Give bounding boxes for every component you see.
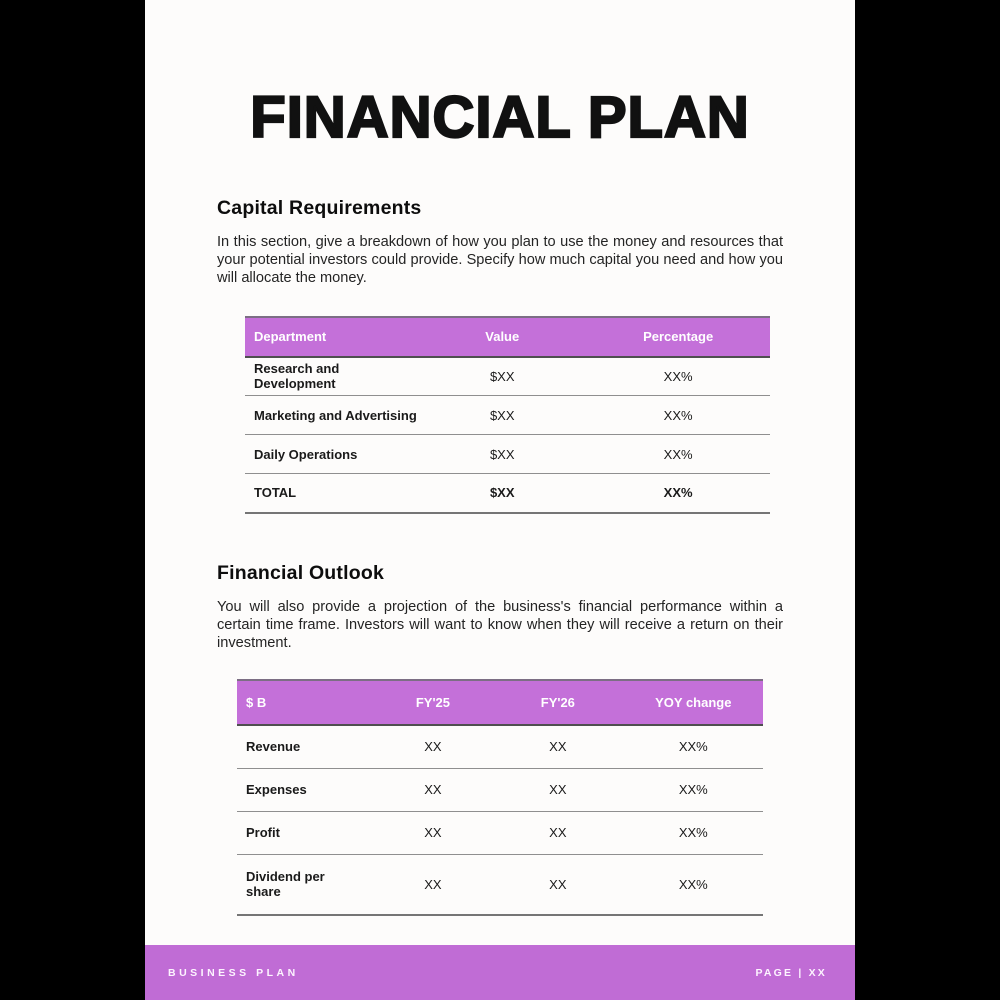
row-label: Expenses xyxy=(237,768,374,811)
row-label: Marketing and Advertising xyxy=(245,396,418,435)
column-header-fy25: FY'25 xyxy=(374,680,492,725)
cell-yoy: XX% xyxy=(624,854,763,915)
cell-fy25: XX xyxy=(374,768,492,811)
table-row xyxy=(237,811,763,854)
cell-fy26: XX xyxy=(492,768,624,811)
column-header-yoy-change: YOY change xyxy=(624,680,763,725)
column-header-department: Department xyxy=(245,317,418,357)
cell-percentage: XX% xyxy=(586,396,770,435)
table-row xyxy=(245,435,770,474)
table-header-row xyxy=(245,317,770,357)
page-content xyxy=(145,197,855,916)
section-heading: Capital Requirements xyxy=(217,196,422,219)
page-title: FINANCIAL PLAN xyxy=(250,85,750,150)
column-header-fy26: FY'26 xyxy=(492,680,624,725)
cell-fy25: XX xyxy=(374,854,492,915)
capital-requirements-table xyxy=(245,316,770,514)
column-header-unit: $ B xyxy=(237,680,374,725)
page-footer xyxy=(145,945,855,1000)
section-body-text: In this section, give a breakdown of how you plan to use the money and resources that your potential investors could provide. Specify how much capital you need and how you will allocate the money. xyxy=(217,233,783,287)
row-label: Profit xyxy=(237,811,374,854)
financial-outlook-table xyxy=(237,679,763,916)
row-label: Daily Operations xyxy=(245,435,418,474)
cell-fy25: XX xyxy=(374,725,492,768)
table-row-total xyxy=(245,474,770,513)
footer-document-title: BUSINESS PLAN xyxy=(168,966,299,979)
cell-yoy: XX% xyxy=(624,725,763,768)
cell-percentage: XX% xyxy=(586,435,770,474)
table-header-row xyxy=(237,680,763,725)
section-financial-outlook xyxy=(217,562,783,917)
cell-value: $XX xyxy=(418,435,586,474)
row-label: Dividend per share xyxy=(237,854,374,915)
column-header-value: Value xyxy=(418,317,586,357)
cell-fy26: XX xyxy=(492,811,624,854)
cell-fy26: XX xyxy=(492,854,624,915)
row-label: TOTAL xyxy=(245,474,418,513)
cell-percentage: XX% xyxy=(586,357,770,396)
cell-percentage: XX% xyxy=(586,474,770,513)
table-row xyxy=(237,725,763,768)
column-header-percentage: Percentage xyxy=(586,317,770,357)
section-body-text: You will also provide a projection of the business's financial performance within a certain time frame. Investors will want to know when they will receive a return on their investment. xyxy=(217,598,783,651)
cell-fy26: XX xyxy=(492,725,624,768)
section-heading: Financial Outlook xyxy=(217,561,384,584)
cell-fy25: XX xyxy=(374,811,492,854)
footer-page-number: PAGE | XX xyxy=(755,966,827,979)
table-row xyxy=(237,854,763,915)
cell-value: $XX xyxy=(418,357,586,396)
table-row xyxy=(245,396,770,435)
cell-value: $XX xyxy=(418,396,586,435)
table-row xyxy=(237,768,763,811)
table-row xyxy=(245,357,770,396)
row-label: Revenue xyxy=(237,725,374,768)
section-capital-requirements xyxy=(217,197,783,514)
row-label: Research and Development xyxy=(245,357,418,396)
cell-yoy: XX% xyxy=(624,811,763,854)
document-page xyxy=(145,0,855,1000)
cell-value: $XX xyxy=(418,474,586,513)
cell-yoy: XX% xyxy=(624,768,763,811)
